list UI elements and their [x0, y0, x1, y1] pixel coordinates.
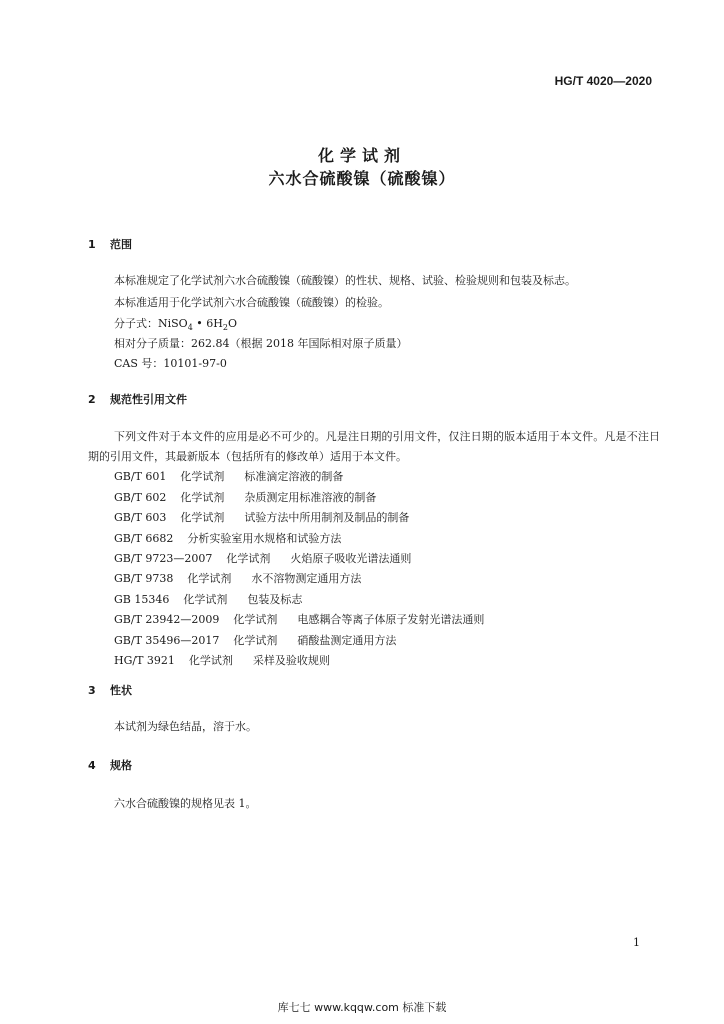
- reference-part: 化学试剂: [180, 491, 225, 504]
- references-intro: 下列文件对于本文件的应用是必不可少的。凡是注日期的引用文件，仅注日期的版本适用于本文件。凡是不注日期的引用文件，其最新版本（包括所有的修改单）适用于本文件。: [88, 430, 660, 463]
- reference-part: 化学试剂: [187, 572, 232, 585]
- reference-code: HG/T 3921: [114, 654, 175, 667]
- reference-part: 电感耦合等离子体原子发射光谱法通则: [297, 613, 485, 626]
- section-title: 规范性引用文件: [110, 393, 187, 406]
- reference-item: [114, 509, 409, 525]
- reference-item: [114, 591, 302, 607]
- properties-paragraph: 本试剂为绿色结晶，溶于水。: [114, 720, 257, 733]
- reference-part: 化学试剂: [183, 593, 228, 606]
- reference-part: 标准滴定溶液的制备: [244, 470, 344, 483]
- page-number: 1: [633, 936, 640, 949]
- reference-item: [114, 652, 330, 668]
- reference-part: 杂质测定用标准溶液的制备: [244, 491, 377, 504]
- specification-paragraph: 六水合硫酸镍的规格见表 1。: [114, 797, 257, 810]
- reference-part: 化学试剂: [188, 654, 233, 667]
- formula-part: O: [227, 317, 237, 330]
- reference-code: GB/T 602: [114, 491, 167, 504]
- reference-code: GB/T 603: [114, 511, 167, 524]
- cas-number: CAS 号：10101-97-0: [114, 357, 227, 370]
- section-2-heading: [88, 391, 187, 407]
- reference-part: 采样及验收规则: [252, 654, 330, 667]
- section-number: 2: [88, 393, 96, 406]
- reference-part: 试验方法中所用制剂及制品的制备: [244, 511, 410, 524]
- formula-subscript: 4: [187, 323, 193, 333]
- formula-label: 分子式：: [114, 317, 158, 330]
- reference-part: 包装及标志: [247, 593, 303, 606]
- reference-code: GB/T 6682: [114, 532, 174, 545]
- reference-code: GB/T 601: [114, 470, 167, 483]
- section-4-heading: [88, 757, 132, 773]
- reference-item: [114, 611, 484, 627]
- reference-part: 化学试剂: [226, 552, 271, 565]
- reference-code: GB/T 9738: [114, 572, 174, 585]
- section-number: 3: [88, 684, 96, 697]
- molecular-formula: [114, 315, 237, 332]
- scope-paragraph-1: 本标准规定了化学试剂六水合硫酸镍（硫酸镍）的性状、规格、试验、检验规则和包装及标志。: [114, 274, 576, 287]
- reference-part: 化学试剂: [180, 511, 225, 524]
- document-title-line2: 六水合硫酸镍（硫酸镍）: [268, 169, 456, 188]
- scope-paragraph-2: 本标准适用于化学试剂六水合硫酸镍（硫酸镍）的检验。: [114, 296, 389, 309]
- reference-code: GB/T 9723—2007: [114, 552, 213, 565]
- reference-part: 分析实验室用水规格和试验方法: [187, 532, 342, 545]
- reference-code: GB/T 23942—2009: [114, 613, 220, 626]
- formula-subscript: 2: [222, 323, 228, 333]
- section-title: 规格: [110, 759, 132, 772]
- download-footer: 库七七 www.kqqw.com 标准下载: [277, 1001, 447, 1014]
- standard-number: HG/T 4020—2020: [554, 74, 652, 88]
- reference-part: 硝酸盐测定通用方法: [297, 634, 397, 647]
- reference-item: [114, 570, 361, 586]
- formula-part: • 6H: [192, 317, 223, 330]
- molecular-mass: 相对分子质量：262.84（根据 2018 年国际相对原子质量）: [114, 337, 408, 350]
- reference-code: GB/T 35496—2017: [114, 634, 220, 647]
- reference-item: [114, 489, 376, 505]
- section-1-heading: [88, 236, 132, 252]
- reference-part: 化学试剂: [233, 634, 278, 647]
- section-3-heading: [88, 682, 132, 698]
- section-title: 性状: [110, 684, 132, 697]
- reference-item: [114, 550, 411, 566]
- section-number: 1: [88, 238, 96, 251]
- reference-item: [114, 468, 343, 484]
- reference-code: GB 15346: [114, 593, 170, 606]
- section-title: 范围: [110, 238, 132, 251]
- reference-part: 化学试剂: [180, 470, 225, 483]
- reference-item: [114, 530, 341, 546]
- reference-part: 化学试剂: [233, 613, 278, 626]
- reference-part: 火焰原子吸收光谱法通则: [290, 552, 412, 565]
- section-number: 4: [88, 759, 96, 772]
- formula-part: NiSO: [158, 317, 188, 330]
- reference-item: [114, 632, 396, 648]
- reference-part: 水不溶物测定通用方法: [251, 572, 362, 585]
- document-title-line1: 化学试剂: [317, 146, 406, 165]
